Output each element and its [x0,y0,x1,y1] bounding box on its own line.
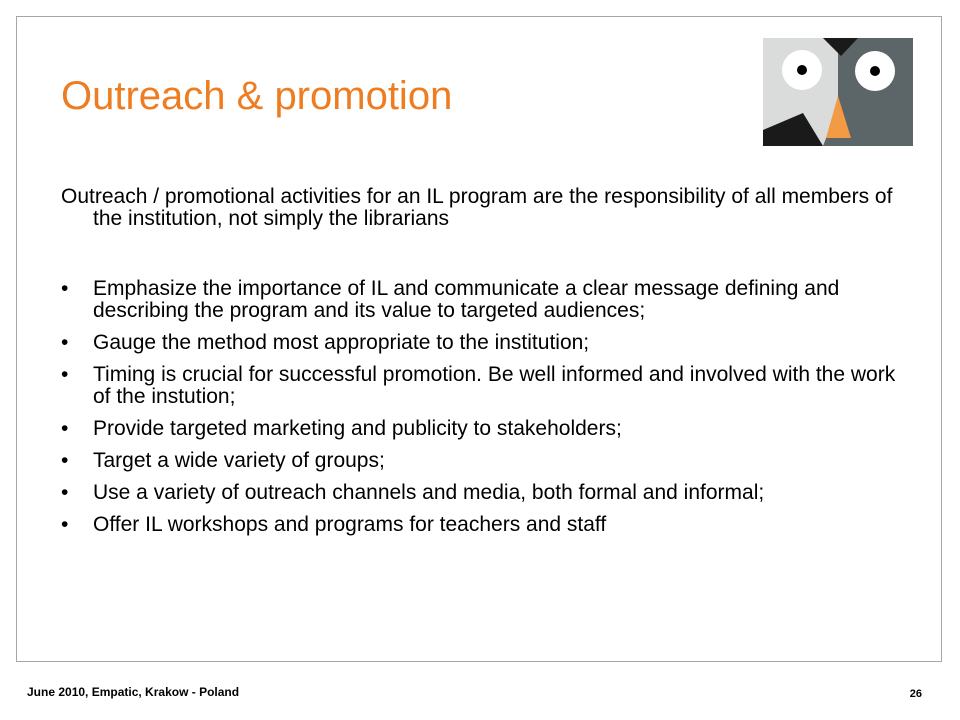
owl-logo-icon [763,38,913,146]
bullet-text: Emphasize the importance of IL and communicate a clear message defining and describing the program and its value to targeted audiences; [93,277,840,322]
bullet-dot: • [61,481,69,504]
bullet-item [61,418,917,440]
page-title: Outreach & promotion [61,74,453,118]
bullet-item [61,278,917,322]
bullet-item [61,514,917,536]
bullet-text: Provide targeted marketing and publicity to stakeholders; [93,417,622,440]
bullet-dot: • [61,277,69,300]
bullet-item [61,364,917,408]
bullet-text: Timing is crucial for successful promotion. Be well informed and involved with the work of the instution; [93,363,896,408]
bullet-item [61,450,917,472]
footer-event-info: June 2010, Empatic, Krakow - Poland [27,685,240,699]
bullet-item [61,332,917,354]
bullet-dot: • [61,331,69,354]
bullet-dot: • [61,363,69,386]
bullet-text: Gauge the method most appropriate to the institution; [93,331,590,354]
bullet-dot: • [61,417,69,440]
bullet-text: Target a wide variety of groups; [93,449,385,472]
bullet-item [61,482,917,504]
page-number: 26 [909,688,922,700]
intro-paragraph: Outreach / promotional activities for an IL program are the responsibility of all members of the institution, not simply the librarians [61,185,893,230]
bullet-text: Use a variety of outreach channels and media, both formal and informal; [93,481,765,504]
bullet-dot: • [61,449,69,472]
bullet-dot: • [61,513,69,536]
bullet-list [61,278,917,546]
bullet-text: Offer IL workshops and programs for teachers and staff [93,513,607,536]
